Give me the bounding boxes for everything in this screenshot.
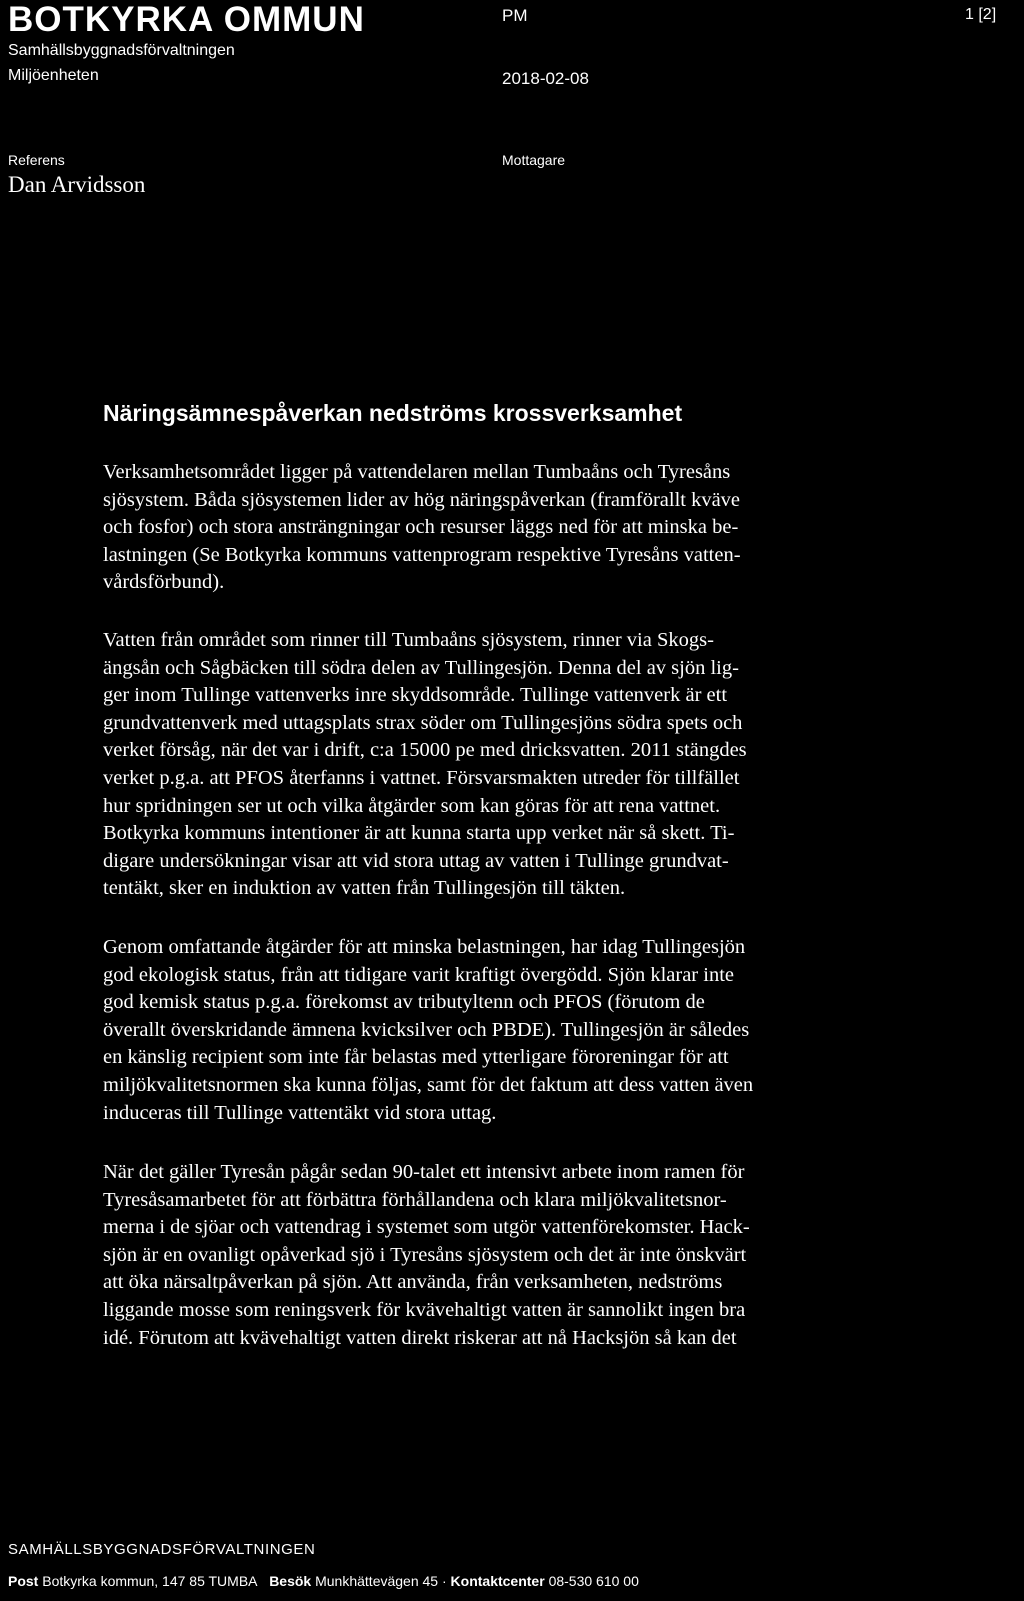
document-date: 2018-02-08	[502, 69, 589, 88]
text-line: induceras till Tullinge vattentäkt vid stora uttag.	[103, 1101, 497, 1124]
recipient-label: Mottagare	[502, 152, 566, 168]
text-line: När det gäller Tyresån pågår sedan 90-talet ett intensivt arbete inom ramen för	[103, 1161, 745, 1183]
text-line: att öka närsaltpåverkan på sjön. Att använda, från verksamheten, nedströms	[103, 1271, 723, 1294]
document-type: PM	[502, 6, 528, 25]
text-line: Botkyrka kommuns intentioner är att kunna starta upp verket när så skett. Ti-	[103, 822, 735, 845]
paragraph-1	[103, 459, 903, 597]
text-line: lastningen (Se Botkyrka kommuns vattenprogram respektive Tyresåns vatten-	[103, 543, 741, 566]
text-line: merna i de sjöar och vattendrag i systemet som utgör vattenförekomster. Hack-	[103, 1216, 750, 1239]
paragraph-4	[103, 1159, 903, 1352]
text-line: Tyresåsamarbetet för att förbättra förhållandena och klara miljökvalitetsnor-	[103, 1188, 727, 1211]
text-line: sjösystem. Båda sjösystemen lider av hög näringspåverkan (framförallt kväve	[103, 488, 741, 511]
footer-department: SAMHÄLLSBYGGNADSFÖRVALTNINGEN	[8, 1541, 316, 1558]
unit-name: Miljöenheten	[8, 67, 99, 84]
paragraph-3	[103, 934, 903, 1127]
text-line: verket försåg, när det var i drift, c:a 15000 pe med dricksvatten. 2011 stängdes	[103, 739, 747, 762]
text-line: grundvattenverk med uttagsplats strax söder om Tullingesjöns södra spets och	[103, 711, 743, 734]
visit-label: Besök	[269, 1573, 312, 1589]
page-number: 1 [2]	[965, 6, 997, 23]
text-line: Genom omfattande åtgärder för att minska belastningen, har idag Tullingesjön	[103, 936, 746, 958]
document-title: Näringsämnespåverkan nedströms krossverksamhet	[103, 400, 683, 426]
department-name: Samhällsbyggnadsförvaltningen	[8, 42, 235, 59]
contact-label: Kontaktcenter	[450, 1573, 545, 1589]
reference-name: Dan Arvidsson	[8, 172, 146, 197]
footer-contact-line	[8, 1573, 639, 1589]
text-line: en känslig recipient som inte får belastas med ytterligare föroreningar för att	[103, 1046, 729, 1069]
text-line: och fosfor) och stora ansträngningar och resurser läggs ned för att minska be-	[103, 516, 739, 539]
organization-name: BOTKYRKA OMMUN	[8, 0, 365, 39]
text-line: idé. Förutom att kvävehaltigt vatten direkt riskerar att nå Hacksjön så kan det	[103, 1326, 737, 1349]
text-line: miljökvalitetsnormen ska kunna följas, samt för det faktum att dess vatten även	[103, 1073, 754, 1096]
text-line: Vatten från området som rinner till Tumbaåns sjösystem, rinner via Skogs-	[103, 629, 714, 651]
visit-address: Munkhättevägen 45 ·	[315, 1573, 447, 1589]
post-label: Post	[8, 1573, 39, 1589]
paragraph-2	[103, 627, 903, 903]
text-line: god ekologisk status, från att tidigare varit kraftigt övergödd. Sjön klarar inte	[103, 963, 734, 986]
contact-phone: 08-530 610 00	[548, 1573, 639, 1589]
reference-label: Referens	[8, 152, 65, 168]
post-address: Botkyrka kommun, 147 85 TUMBA	[42, 1573, 258, 1589]
text-line: ger inom Tullinge vattenverks inre skyddsområde. Tullinge vattenverk är ett	[103, 684, 728, 707]
text-line: digare undersökningar visar att vid stora uttag av vatten i Tullinge grundvat-	[103, 849, 729, 872]
text-line: överallt överskridande ämnena kvicksilver och PBDE). Tullingesjön är således	[103, 1018, 750, 1041]
text-line: Verksamhetsområdet ligger på vattendelaren mellan Tumbaåns och Tyresåns	[103, 461, 731, 483]
text-line: vårdsförbund).	[103, 571, 225, 594]
text-line: sjön är en ovanligt opåverkad sjö i Tyresåns sjösystem och det är inte önskvärt	[103, 1243, 747, 1266]
text-line: hur spridningen ser ut och vilka åtgärder som kan göras för att rena vattnet.	[103, 794, 721, 817]
text-line: god kemisk status p.g.a. förekomst av tributyltenn och PFOS (förutom de	[103, 991, 705, 1014]
text-line: tentäkt, sker en induktion av vatten från Tullingesjön till täkten.	[103, 877, 626, 900]
text-line: ängsån och Sågbäcken till södra delen av Tullingesjön. Denna del av sjön lig-	[103, 656, 739, 679]
text-line: verket p.g.a. att PFOS återfanns i vattnet. Försvarsmakten utreder för tillfället	[103, 766, 740, 789]
text-line: liggande mosse som reningsverk för kvävehaltigt vatten är sannolikt ingen bra	[103, 1298, 746, 1321]
